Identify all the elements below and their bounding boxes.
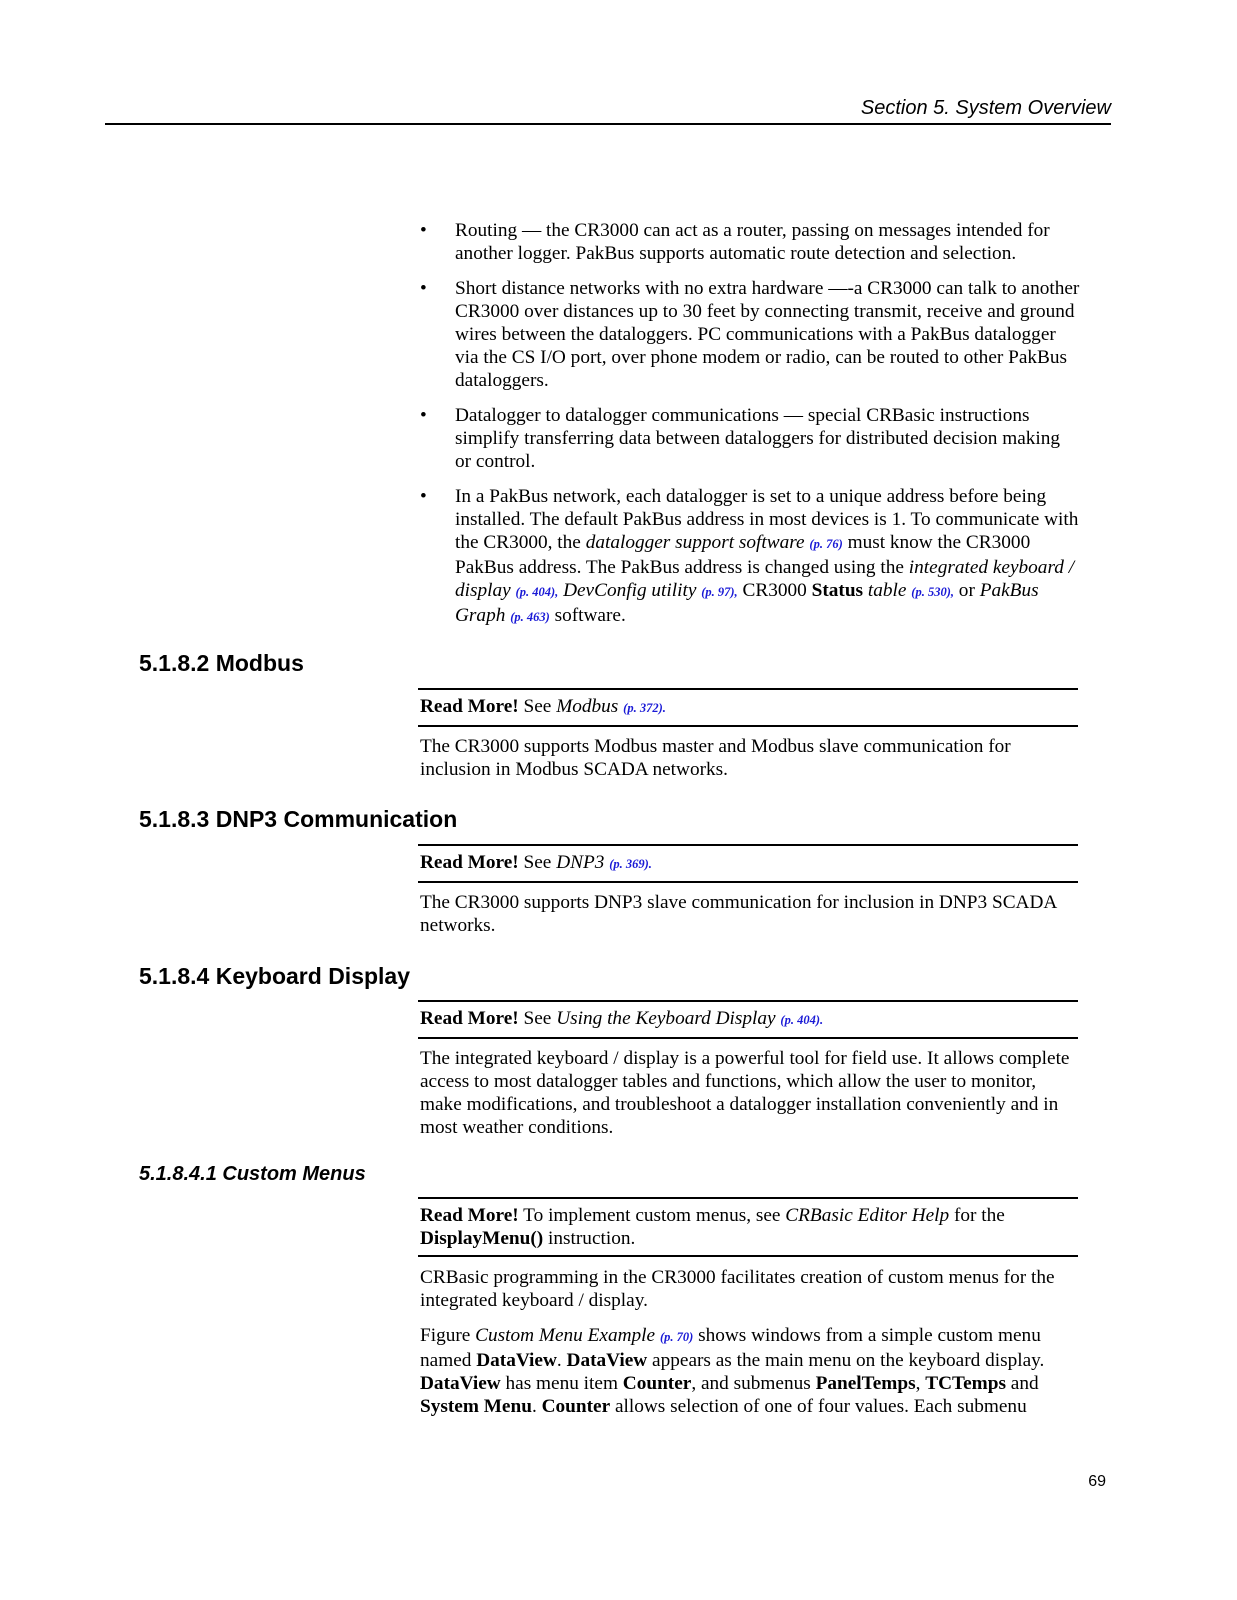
xref-link[interactable]: (p. 76) bbox=[809, 537, 843, 551]
bullet-icon: • bbox=[420, 278, 427, 299]
bullet-icon: • bbox=[420, 220, 427, 241]
xref-link[interactable]: (p. 463) bbox=[510, 610, 550, 624]
xref-link[interactable]: (p. 372). bbox=[623, 701, 666, 715]
bullet-datalogger-comms: • Datalogger to datalogger communications — special CRBasic instructions simplify transferring data between dataloggers for distributed decision making or control. bbox=[420, 405, 1061, 472]
bullet-icon: • bbox=[420, 405, 427, 426]
heading-dnp3: 5.1.8.3 DNP3 Communication bbox=[139, 806, 458, 832]
custom-menu-example-paragraph: Figure Custom Menu Example (p. 70) shows windows from a simple custom menu named DataView. DataView appears as the main menu on the keyboard display. DataView has menu item Counter, and submenus PanelTemps, TCTemps and System Menu. Counter allows selection of one of four values. Each submenu bbox=[420, 1325, 1045, 1417]
bullet-pakbus-address: • In a PakBus network, each datalogger is set to a unique address before being installed. The default PakBus address in most devices is 1. To communicate with the CR3000, the datalogger support software (p. 76) must know the CR3000 PakBus address. The PakBus address is changed using the integrated keyboard / display (p. 404), DevConfig utility (p. 97), CR3000 Status table (p. 530), or PakBus Graph (p. 463) software. bbox=[420, 486, 1079, 626]
page-number: 69 bbox=[1088, 1473, 1106, 1490]
read-more-custom-menus: Read More! To implement custom menus, see CRBasic Editor Help for the DisplayMenu() instruction. bbox=[418, 1197, 1078, 1257]
bullet-icon: • bbox=[420, 486, 427, 507]
modbus-paragraph: The CR3000 supports Modbus master and Modbus slave communication for inclusion in Modbus SCADA networks. bbox=[420, 736, 1011, 780]
heading-custom-menus: 5.1.8.4.1 Custom Menus bbox=[139, 1163, 366, 1185]
xref-link[interactable]: (p. 530), bbox=[911, 585, 954, 599]
dnp3-paragraph: The CR3000 supports DNP3 slave communication for inclusion in DNP3 SCADA networks. bbox=[420, 892, 1057, 936]
feature-bullet-list bbox=[420, 219, 1080, 641]
header-rule bbox=[105, 123, 1111, 125]
xref-link[interactable]: (p. 404). bbox=[780, 1013, 824, 1027]
bullet-routing: • Routing — the CR3000 can act as a router, passing on messages intended for another logger. PakBus supports automatic route detection and selection. bbox=[420, 220, 1050, 264]
custom-menus-paragraph: CRBasic programming in the CR3000 facilitates creation of custom menus for the integrated keyboard / display. bbox=[420, 1267, 1055, 1311]
xref-link[interactable]: (p. 369). bbox=[609, 857, 652, 871]
heading-modbus: 5.1.8.2 Modbus bbox=[139, 650, 304, 676]
bullet-short-distance: • Short distance networks with no extra hardware —-a CR3000 can talk to another CR3000 over distances up to 30 feet by connecting transmit, receive and ground wires between the dataloggers. PC communications with a PakBus datalogger via the CS I/O port, over phone modem or radio, can be routed to other PakBus dataloggers. bbox=[420, 278, 1080, 391]
read-more-keyboard: Read More! See Using the Keyboard Display (p. 404). bbox=[418, 1000, 1078, 1039]
xref-link[interactable]: (p. 70) bbox=[659, 1330, 694, 1344]
running-header: Section 5. System Overview bbox=[860, 97, 1111, 119]
keyboard-paragraph: The integrated keyboard / display is a powerful tool for field use. It allows complete access to most datalogger tables and functions, which allow the user to monitor, make modifications, and troubleshoot a datalogger installation conveniently and in most weather conditions. bbox=[420, 1048, 1070, 1138]
xref-link[interactable]: (p. 97), bbox=[701, 585, 738, 599]
xref-link[interactable]: (p. 404), bbox=[515, 585, 559, 599]
read-more-modbus: Read More! See Modbus (p. 372). bbox=[418, 688, 1078, 727]
read-more-dnp3: Read More! See DNP3 (p. 369). bbox=[418, 844, 1078, 883]
heading-keyboard-display: 5.1.8.4 Keyboard Display bbox=[139, 963, 411, 989]
